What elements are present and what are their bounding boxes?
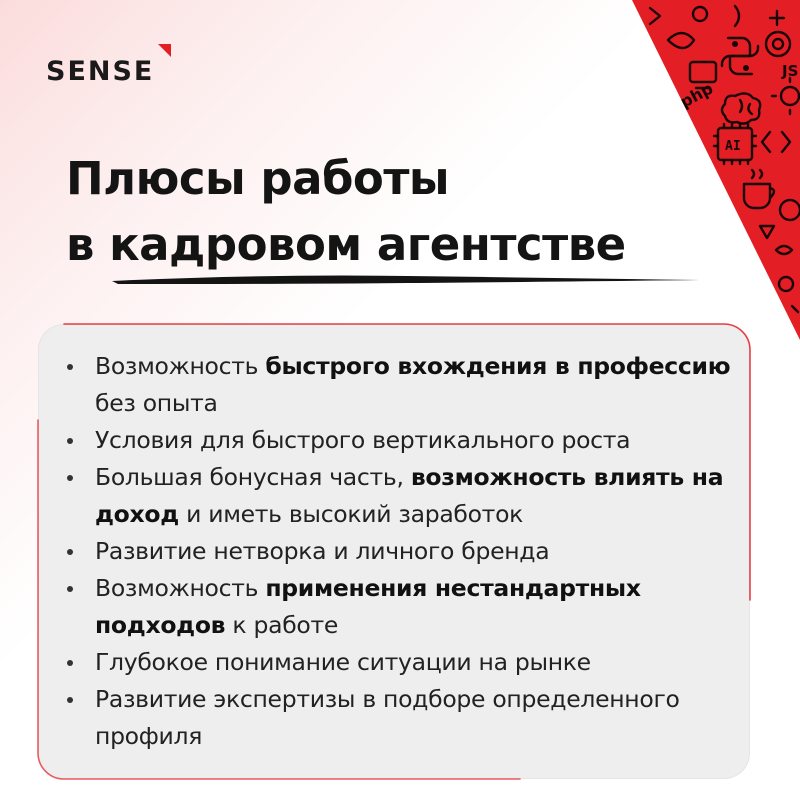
php-label: php <box>676 78 717 112</box>
bullet-icon <box>67 697 73 703</box>
bullet-icon <box>67 549 73 555</box>
title-line-2: в кадровом агентстве <box>66 218 626 271</box>
list-item <box>62 348 752 422</box>
benefits-list <box>62 348 752 755</box>
item-text: Возможность <box>95 352 266 380</box>
ai-label: AI <box>725 139 741 154</box>
list-item <box>62 533 752 570</box>
item-bold-text: возможность влиять на доход <box>95 463 724 528</box>
bullet-icon <box>67 586 73 592</box>
bullet-icon <box>67 660 73 666</box>
item-text-after: и иметь высокий заработок <box>178 500 524 528</box>
item-text: Условия для быстрого вертикального роста <box>95 426 631 454</box>
list-item <box>62 570 752 644</box>
item-text: Возможность <box>95 574 266 602</box>
item-text: Глубокое понимание ситуации на рынке <box>95 648 591 676</box>
item-text-after: без опыта <box>95 389 218 417</box>
bullet-icon <box>67 475 73 481</box>
bullet-icon <box>67 364 73 370</box>
brand-name: SENSE <box>46 56 155 87</box>
bullet-icon <box>67 438 73 444</box>
item-text: Развитие экспертизы в подборе определенного профиля <box>95 685 680 750</box>
js-label: JS <box>782 62 799 80</box>
list-item <box>62 422 752 459</box>
title-line-1: Плюсы работы <box>66 152 450 205</box>
list-item <box>62 459 752 533</box>
item-text: Большая бонусная часть, <box>95 463 411 491</box>
item-text: Развитие нетворка и личного бренда <box>95 537 550 565</box>
item-text-after: к работе <box>225 611 339 639</box>
list-item <box>62 681 752 755</box>
list-item <box>62 644 752 681</box>
item-bold-text: применения нестандартных подходов <box>95 574 641 639</box>
item-bold-text: быстрого вхождения в профессию <box>265 352 731 380</box>
